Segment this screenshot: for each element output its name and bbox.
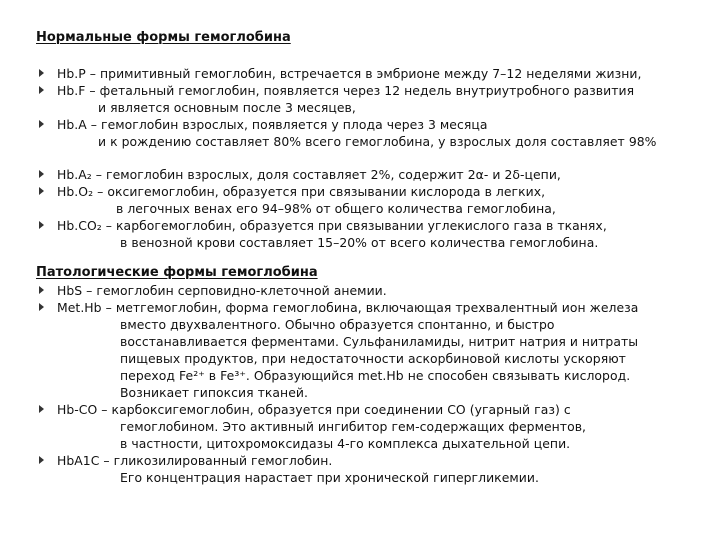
triangle-bullet-icon bbox=[39, 69, 44, 77]
triangle-bullet-icon bbox=[39, 120, 44, 128]
triangle-bullet-icon bbox=[39, 405, 44, 413]
normal-forms-heading: Нормальные формы гемоглобина bbox=[36, 30, 291, 45]
list-item-text: и является основным после 3 месяцев, bbox=[98, 100, 356, 115]
triangle-bullet-icon bbox=[39, 170, 44, 178]
list-item-text: Hb.A₂ – гемоглобин взрослых, доля составляет 2%, содержит 2α- и 2δ-цепи, bbox=[57, 167, 561, 182]
list-item-text: вместо двухвалентного. Обычно образуется спонтанно, и быстро bbox=[120, 317, 555, 332]
triangle-bullet-icon bbox=[39, 187, 44, 195]
list-item-text: Hb.O₂ – оксигемоглобин, образуется при связывании кислорода в легких, bbox=[57, 184, 546, 199]
list-item-text: пищевых продуктов, при недостаточности аскорбиновой кислоты ускоряют bbox=[120, 351, 626, 366]
triangle-bullet-icon bbox=[39, 303, 44, 311]
triangle-bullet-icon bbox=[39, 286, 44, 294]
pathological-forms-heading: Патологические формы гемоглобина bbox=[36, 265, 318, 280]
list-item-text: гемоглобином. Это активный ингибитор гем-содержащих ферментов, bbox=[120, 419, 587, 434]
list-item-text: Hb.P – примитивный гемоглобин, встречается в эмбрионе между 7–12 неделями жизни, bbox=[57, 66, 642, 81]
list-item-text: в легочных венах его 94–98% от общего количества гемоглобина, bbox=[116, 201, 556, 216]
triangle-bullet-icon bbox=[39, 456, 44, 464]
list-item-text: в венозной крови составляет 15–20% от всего количества гемоглобина. bbox=[120, 235, 599, 250]
list-item-text: Возникает гипоксия тканей. bbox=[120, 385, 308, 400]
triangle-bullet-icon bbox=[39, 86, 44, 94]
list-item-text: в частности, цитохромоксидазы 4-го комплекса дыхательной цепи. bbox=[120, 436, 571, 451]
list-item-text: и к рождению составляет 80% всего гемоглобина, у взрослых доля составляет 98% bbox=[98, 134, 657, 149]
list-item-text: Hb.A – гемоглобин взрослых, появляется у плода через 3 месяца bbox=[57, 117, 488, 132]
list-item-text: Hb.CO₂ – карбогемоглобин, образуется при связывании углекислого газа в тканях, bbox=[57, 218, 607, 233]
list-item-text: восстанавливается ферментами. Сульфаниламиды, нитрит натрия и нитраты bbox=[120, 334, 639, 349]
list-item-text: переход Fe²⁺ в Fe³⁺. Образующийся met.Hb не способен связывать кислород. bbox=[120, 368, 631, 383]
list-item-text: Hb.F – фетальный гемоглобин, появляется через 12 недель внутриутробного развития bbox=[57, 83, 635, 98]
triangle-bullet-icon bbox=[39, 221, 44, 229]
list-item-text: Hb-CO – карбоксигемоглобин, образуется при соединении СО (угарный газ) с bbox=[57, 402, 571, 417]
list-item-text: Met.Hb – метгемоглобин, форма гемоглобина, включающая трехвалентный ион железа bbox=[57, 300, 639, 315]
list-item-text: Его концентрация нарастает при хронической гипергликемии. bbox=[120, 470, 539, 485]
list-item-text: HbA1C – гликозилированный гемоглобин. bbox=[57, 453, 333, 468]
list-item-text: HbS – гемоглобин серповидно-клеточной анемии. bbox=[57, 283, 387, 298]
